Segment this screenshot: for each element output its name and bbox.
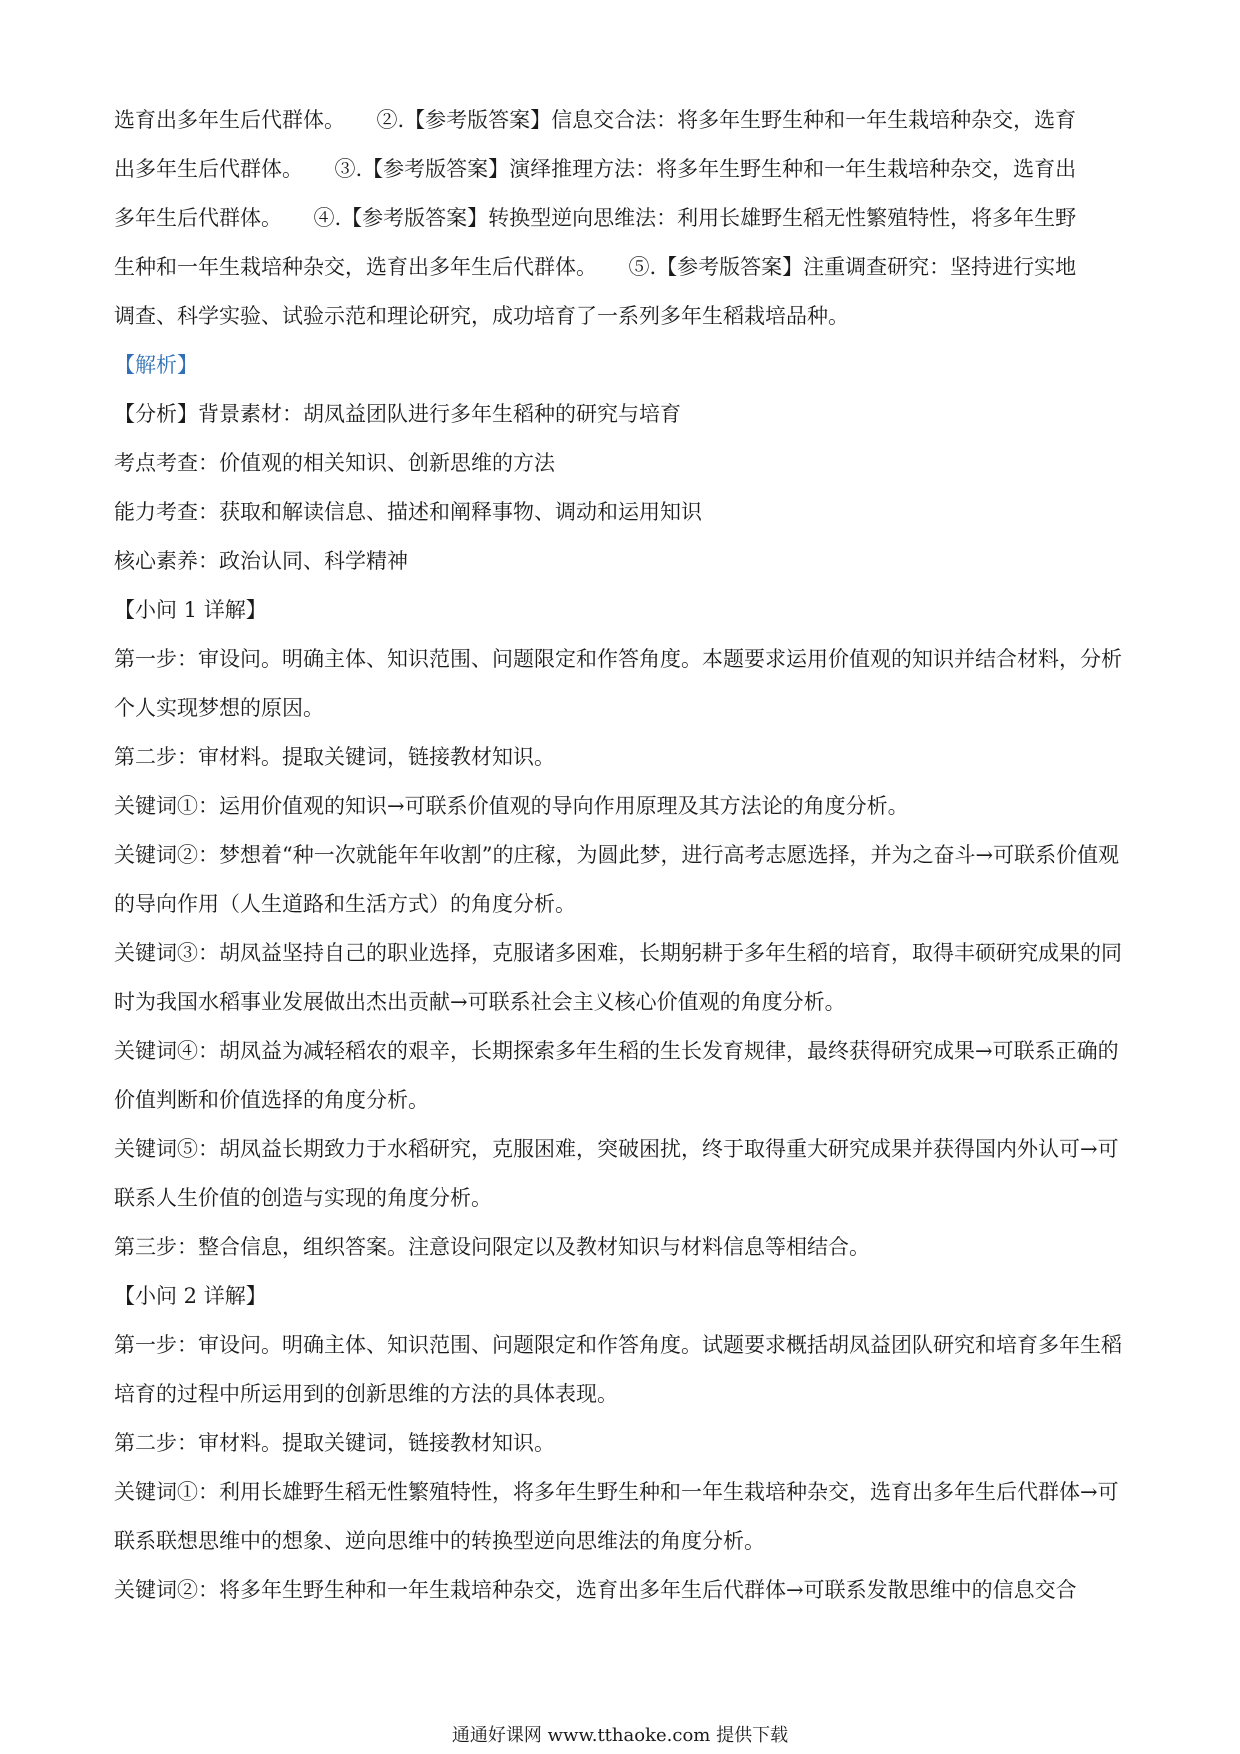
q1-step1: 第一步：审设问。明确主体、知识范围、问题限定和作答角度。本题要求运用价值观的知识并结合材料，分析个人实现梦想的原因。 (114, 647, 1122, 720)
q2-step1: 第一步：审设问。明确主体、知识范围、问题限定和作答角度。试题要求概括胡凤益团队研究和培育多年生稻培育的过程中所运用到的创新思维的方法的具体表现。 (114, 1333, 1122, 1406)
q1-keyword-2: 关键词②：梦想着“种一次就能年年收割”的庄稼，为圆此梦，进行高考志愿选择，并为之奋斗→可联系价值观的导向作用（人生道路和生活方式）的角度分析。 (114, 843, 1120, 916)
q1-keyword-3: 关键词③：胡凤益坚持自己的职业选择，克服诸多困难，长期躬耕于多年生稻的培育，取得丰硕研究成果的同时为我国水稻事业发展做出杰出贡献→可联系社会主义核心价值观的角度分析。 (114, 941, 1122, 1014)
analysis-suyang: 核心素养：政治认同、科学精神 (114, 549, 408, 573)
analysis-background: 【分析】背景素材：胡凤益团队进行多年生稻种的研究与培育 (114, 402, 681, 426)
q2-keyword-1: 关键词①：利用长雄野生稻无性繁殖特性，将多年生野生种和一年生栽培种杂交，选育出多年生后代群体→可联系联想思维中的想象、逆向思维中的转换型逆向思维法的角度分析。 (114, 1480, 1119, 1553)
answer-line: 多年生后代群体。 ④.【参考版答案】转换型逆向思维法：利用长雄野生稻无性繁殖特性，将多年生野 (114, 206, 1077, 230)
analysis-kaodian: 考点考查：价值观的相关知识、创新思维的方法 (114, 451, 555, 475)
q1-keyword-5: 关键词⑤：胡凤益长期致力于水稻研究，克服困难，突破困扰，终于取得重大研究成果并获得国内外认可→可联系人生价值的创造与实现的角度分析。 (114, 1137, 1119, 1210)
q2-step2: 第二步：审材料。提取关键词，链接教材知识。 (114, 1431, 555, 1455)
answer-line: 选育出多年生后代群体。 ②.【参考版答案】信息交合法：将多年生野生种和一年生栽培种杂交，选育 (114, 108, 1077, 132)
answer-line: 出多年生后代群体。 ③.【参考版答案】演绎推理方法：将多年生野生种和一年生栽培种杂交，选育出 (114, 157, 1077, 181)
answer-line: 调查、科学实验、试验示范和理论研究，成功培育了一系列多年生稻栽培品种。 (114, 304, 849, 328)
document-body (114, 96, 1126, 1615)
q1-keyword-4: 关键词④：胡凤益为减轻稻农的艰辛，长期探索多年生稻的生长发育规律，最终获得研究成果→可联系正确的价值判断和价值选择的角度分析。 (114, 1039, 1119, 1112)
q2-heading: 【小问 2 详解】 (114, 1284, 267, 1308)
q1-keyword-1: 关键词①：运用价值观的知识→可联系价值观的导向作用原理及其方法论的角度分析。 (114, 794, 909, 818)
jiexi-heading: 【解析】 (114, 353, 198, 377)
analysis-nengli: 能力考查：获取和解读信息、描述和阐释事物、调动和运用知识 (114, 500, 702, 524)
q1-step2: 第二步：审材料。提取关键词，链接教材知识。 (114, 745, 555, 769)
q2-keyword-2: 关键词②：将多年生野生种和一年生栽培种杂交，选育出多年生后代群体→可联系发散思维中的信息交合 (114, 1578, 1077, 1602)
answer-line: 生种和一年生栽培种杂交，选育出多年生后代群体。 ⑤.【参考版答案】注重调查研究：坚持进行实地 (114, 255, 1077, 279)
footer-credit: 通通好课网 www.tthaoke.com 提供下载 (451, 1725, 789, 1746)
q1-step3: 第三步：整合信息，组织答案。注意设问限定以及教材知识与材料信息等相结合。 (114, 1235, 870, 1259)
q1-heading: 【小问 1 详解】 (114, 598, 267, 622)
